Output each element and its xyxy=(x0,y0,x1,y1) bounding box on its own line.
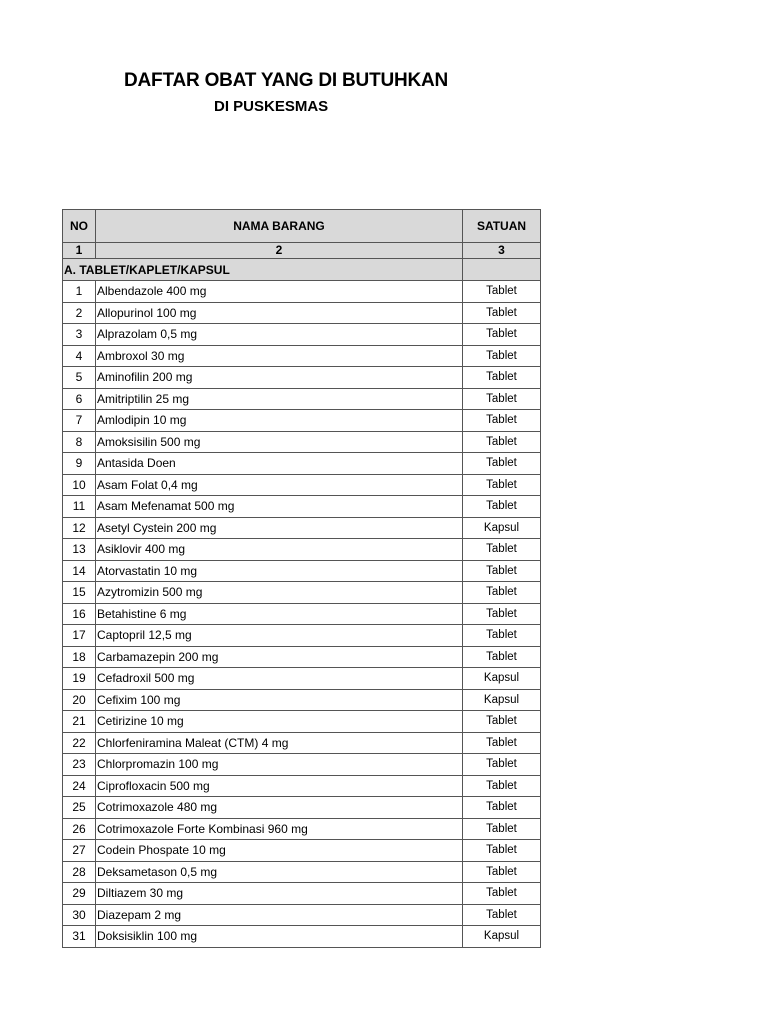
drug-name: Alprazolam 0,5 mg xyxy=(96,324,463,346)
drug-unit: Tablet xyxy=(463,431,541,453)
drug-name: Betahistine 6 mg xyxy=(96,603,463,625)
drug-list-table xyxy=(62,209,541,948)
row-number: 1 xyxy=(63,281,96,303)
table-row xyxy=(63,281,541,303)
drug-unit: Tablet xyxy=(463,883,541,905)
row-number: 20 xyxy=(63,689,96,711)
header-unit: SATUAN xyxy=(463,210,541,243)
table-row xyxy=(63,302,541,324)
row-number: 21 xyxy=(63,711,96,733)
row-number: 7 xyxy=(63,410,96,432)
row-number: 19 xyxy=(63,668,96,690)
drug-name: Amitriptilin 25 mg xyxy=(96,388,463,410)
drug-name: Ambroxol 30 mg xyxy=(96,345,463,367)
table-row xyxy=(63,539,541,561)
table-row xyxy=(63,324,541,346)
row-number: 22 xyxy=(63,732,96,754)
row-number: 10 xyxy=(63,474,96,496)
drug-unit: Tablet xyxy=(463,302,541,324)
section-unit-cell xyxy=(463,259,541,281)
table-row xyxy=(63,861,541,883)
drug-name: Amlodipin 10 mg xyxy=(96,410,463,432)
drug-unit: Tablet xyxy=(463,818,541,840)
drug-unit: Tablet xyxy=(463,582,541,604)
drug-name: Asam Folat 0,4 mg xyxy=(96,474,463,496)
table-row xyxy=(63,689,541,711)
drug-unit: Tablet xyxy=(463,281,541,303)
drug-name: Doksisiklin 100 mg xyxy=(96,926,463,948)
row-number: 30 xyxy=(63,904,96,926)
row-number: 5 xyxy=(63,367,96,389)
drug-unit: Tablet xyxy=(463,904,541,926)
drug-unit: Tablet xyxy=(463,711,541,733)
drug-unit: Tablet xyxy=(463,646,541,668)
drug-unit: Tablet xyxy=(463,474,541,496)
table-row xyxy=(63,818,541,840)
table-row xyxy=(63,345,541,367)
table-row xyxy=(63,732,541,754)
table-row xyxy=(63,410,541,432)
row-number: 3 xyxy=(63,324,96,346)
drug-name: Atorvastatin 10 mg xyxy=(96,560,463,582)
drug-unit: Tablet xyxy=(463,560,541,582)
row-number: 27 xyxy=(63,840,96,862)
drug-name: Cotrimoxazole Forte Kombinasi 960 mg xyxy=(96,818,463,840)
drug-unit: Tablet xyxy=(463,367,541,389)
table-row xyxy=(63,474,541,496)
row-number: 31 xyxy=(63,926,96,948)
table-row xyxy=(63,517,541,539)
drug-name: Antasida Doen xyxy=(96,453,463,475)
table-row xyxy=(63,711,541,733)
section-row xyxy=(63,259,541,281)
table-row xyxy=(63,367,541,389)
row-number: 16 xyxy=(63,603,96,625)
drug-unit: Kapsul xyxy=(463,517,541,539)
drug-unit: Tablet xyxy=(463,840,541,862)
drug-name: Cotrimoxazole 480 mg xyxy=(96,797,463,819)
row-number: 8 xyxy=(63,431,96,453)
table-row xyxy=(63,560,541,582)
drug-unit: Kapsul xyxy=(463,668,541,690)
table-row xyxy=(63,496,541,518)
drug-name: Asetyl Cystein 200 mg xyxy=(96,517,463,539)
table-row xyxy=(63,904,541,926)
drug-unit: Tablet xyxy=(463,754,541,776)
row-number: 11 xyxy=(63,496,96,518)
drug-unit: Tablet xyxy=(463,797,541,819)
section-label-cell xyxy=(63,259,463,281)
drug-name: Carbamazepin 200 mg xyxy=(96,646,463,668)
drug-unit: Kapsul xyxy=(463,689,541,711)
table-row xyxy=(63,582,541,604)
table-row xyxy=(63,797,541,819)
drug-unit: Kapsul xyxy=(463,926,541,948)
drug-unit: Tablet xyxy=(463,345,541,367)
drug-unit: Tablet xyxy=(463,775,541,797)
row-number: 12 xyxy=(63,517,96,539)
drug-name: Allopurinol 100 mg xyxy=(96,302,463,324)
table-row xyxy=(63,388,541,410)
drug-unit: Tablet xyxy=(463,496,541,518)
drug-name: Ciprofloxacin 500 mg xyxy=(96,775,463,797)
row-number: 17 xyxy=(63,625,96,647)
index-unit: 3 xyxy=(463,243,541,259)
row-number: 25 xyxy=(63,797,96,819)
row-number: 28 xyxy=(63,861,96,883)
row-number: 23 xyxy=(63,754,96,776)
drug-name: Deksametason 0,5 mg xyxy=(96,861,463,883)
page-title: DAFTAR OBAT YANG DI BUTUHKAN xyxy=(124,70,449,91)
row-number: 24 xyxy=(63,775,96,797)
drug-name: Diltiazem 30 mg xyxy=(96,883,463,905)
table-row xyxy=(63,646,541,668)
table-row xyxy=(63,431,541,453)
drug-unit: Tablet xyxy=(463,410,541,432)
table-row xyxy=(63,840,541,862)
row-number: 9 xyxy=(63,453,96,475)
table-row xyxy=(63,775,541,797)
row-number: 29 xyxy=(63,883,96,905)
drug-name: Asiklovir 400 mg xyxy=(96,539,463,561)
drug-name: Aminofilin 200 mg xyxy=(96,367,463,389)
drug-name: Cefadroxil 500 mg xyxy=(96,668,463,690)
drug-unit: Tablet xyxy=(463,539,541,561)
header-name: NAMA BARANG xyxy=(96,210,463,243)
row-number: 6 xyxy=(63,388,96,410)
column-index-row xyxy=(63,243,541,259)
page-subtitle: DI PUSKESMAS xyxy=(214,98,329,115)
drug-name: Azytromizin 500 mg xyxy=(96,582,463,604)
table-row xyxy=(63,603,541,625)
table-row xyxy=(63,754,541,776)
drug-unit: Tablet xyxy=(463,453,541,475)
table-row xyxy=(63,625,541,647)
row-number: 26 xyxy=(63,818,96,840)
drug-unit: Tablet xyxy=(463,603,541,625)
drug-name: Cefixim 100 mg xyxy=(96,689,463,711)
row-number: 15 xyxy=(63,582,96,604)
drug-name: Captopril 12,5 mg xyxy=(96,625,463,647)
drug-name: Asam Mefenamat 500 mg xyxy=(96,496,463,518)
drug-name: Cetirizine 10 mg xyxy=(96,711,463,733)
drug-name: Chlorfeniramina Maleat (CTM) 4 mg xyxy=(96,732,463,754)
drug-unit: Tablet xyxy=(463,732,541,754)
row-number: 18 xyxy=(63,646,96,668)
drug-name: Albendazole 400 mg xyxy=(96,281,463,303)
index-no: 1 xyxy=(63,243,96,259)
row-number: 2 xyxy=(63,302,96,324)
drug-name: Amoksisilin 500 mg xyxy=(96,431,463,453)
drug-name: Codein Phospate 10 mg xyxy=(96,840,463,862)
row-number: 13 xyxy=(63,539,96,561)
drug-name: Diazepam 2 mg xyxy=(96,904,463,926)
table-header-row xyxy=(63,210,541,243)
table-row xyxy=(63,453,541,475)
drug-unit: Tablet xyxy=(463,324,541,346)
header-no: NO xyxy=(63,210,96,243)
table-row xyxy=(63,926,541,948)
row-number: 4 xyxy=(63,345,96,367)
table-row xyxy=(63,668,541,690)
row-number: 14 xyxy=(63,560,96,582)
table-row xyxy=(63,883,541,905)
section-label: A. TABLET/KAPLET/KAPSUL xyxy=(64,262,230,277)
drug-unit: Tablet xyxy=(463,625,541,647)
drug-unit: Tablet xyxy=(463,861,541,883)
index-name: 2 xyxy=(96,243,463,259)
drug-name: Chlorpromazin 100 mg xyxy=(96,754,463,776)
drug-unit: Tablet xyxy=(463,388,541,410)
